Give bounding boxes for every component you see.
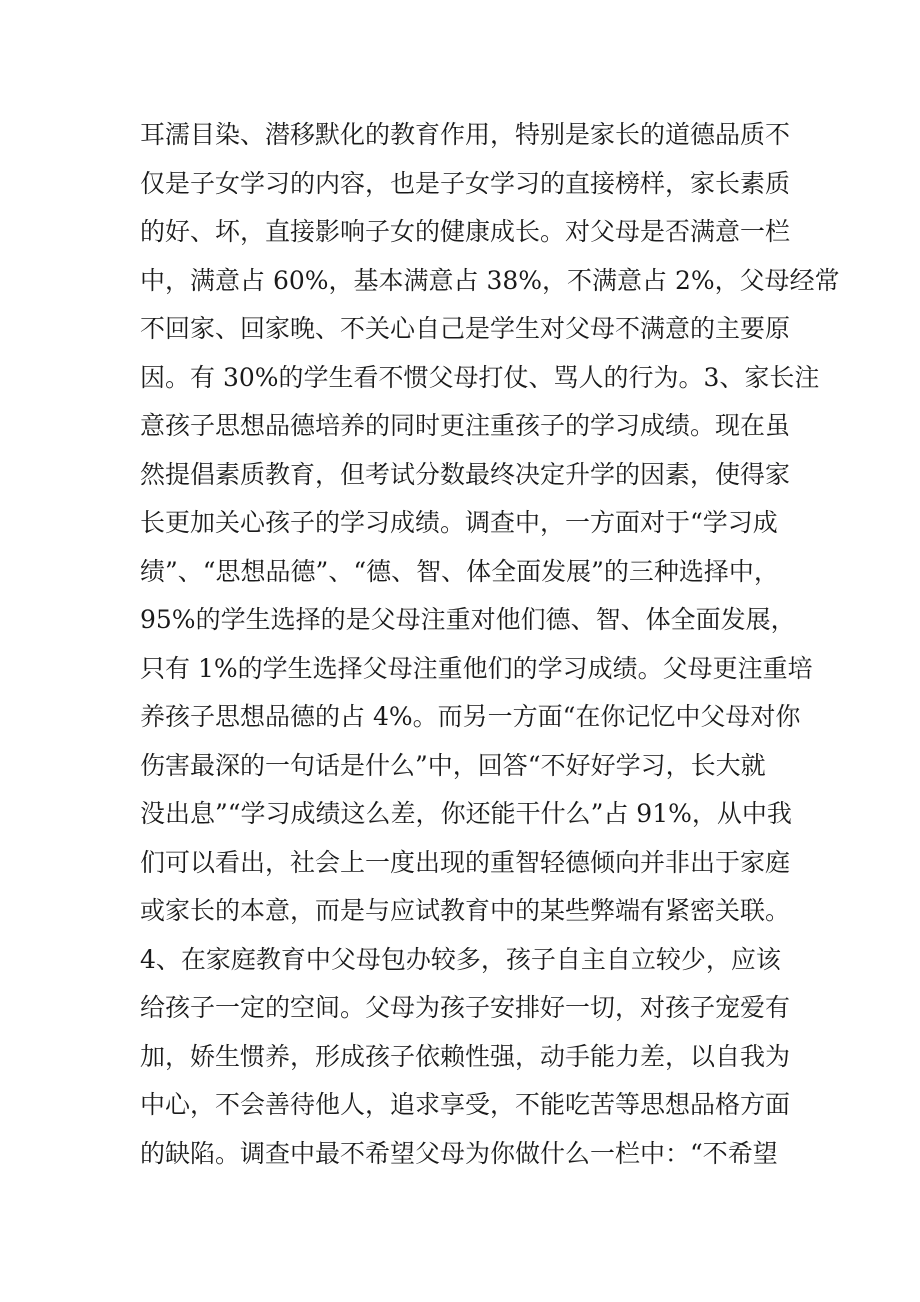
text-line: 然提倡素质教育，但考试分数最终决定升学的因素，使得家 bbox=[140, 459, 791, 489]
text-line: 不回家、回家晚、不关心自己是学生对父母不满意的主要原 bbox=[140, 314, 791, 343]
text-line: 伤害最深的一句话是什么”中，回答“不好好学习，长大就 bbox=[140, 750, 766, 780]
text-line: 给孩子一定的空间。父母为孩子安排好一切，对孩子宠爱有 bbox=[140, 993, 791, 1022]
body-text bbox=[140, 111, 840, 1178]
text-line: 的好、坏，直接影响子女的健康成长。对父母是否满意一栏 bbox=[140, 217, 791, 246]
text-line: 耳濡目染、潜移默化的教育作用，特别是家长的道德品质不 bbox=[140, 120, 791, 149]
text-line: 中，满意占 60%，基本满意占 38%，不满意占 2%，父母经常 bbox=[140, 265, 840, 295]
text-line: 加，娇生惯养，形成孩子依赖性强，动手能力差，以自我为 bbox=[140, 1041, 791, 1071]
text-line: 95%的学生选择的是父母注重对他们德、智、体全面发展， bbox=[140, 605, 796, 634]
text-line: 长更加关心孩子的学习成绩。调查中，一方面对于“学习成 bbox=[140, 508, 778, 537]
text-line: 绩”、“思想品德”、“德、智、体全面发展”的三种选择中， bbox=[140, 556, 779, 586]
text-line: 仅是子女学习的内容，也是子女学习的直接榜样，家长素质 bbox=[140, 168, 791, 198]
text-line: 的缺陷。调查中最不希望父母为你做什么一栏中：“不希望 bbox=[140, 1138, 778, 1168]
text-line: 没出息”“学习成绩这么差，你还能干什么”占 91%，从中我 bbox=[140, 799, 792, 828]
text-line: 因。有 30%的学生看不惯父母打仗、骂人的行为。3、家长注 bbox=[140, 362, 820, 392]
text-line: 中心，不会善待他人，追求享受，不能吃苦等思想品格方面 bbox=[140, 1090, 791, 1119]
text-line: 只有 1%的学生选择父母注重他们的学习成绩。父母更注重培 bbox=[140, 653, 813, 683]
text-line: 4、在家庭教育中父母包办较多，孩子自主自立较少，应该 bbox=[140, 944, 781, 974]
text-line: 意孩子思想品德培养的同时更注重孩子的学习成绩。现在虽 bbox=[140, 411, 791, 440]
text-line: 或家长的本意，而是与应试教育中的某些弊端有紧密关联。 bbox=[140, 896, 791, 925]
text-line: 养孩子思想品德的占 4%。而另一方面“在你记忆中父母对你 bbox=[140, 702, 801, 731]
text-line: 们可以看出，社会上一度出现的重智轻德倾向并非出于家庭 bbox=[140, 847, 791, 877]
